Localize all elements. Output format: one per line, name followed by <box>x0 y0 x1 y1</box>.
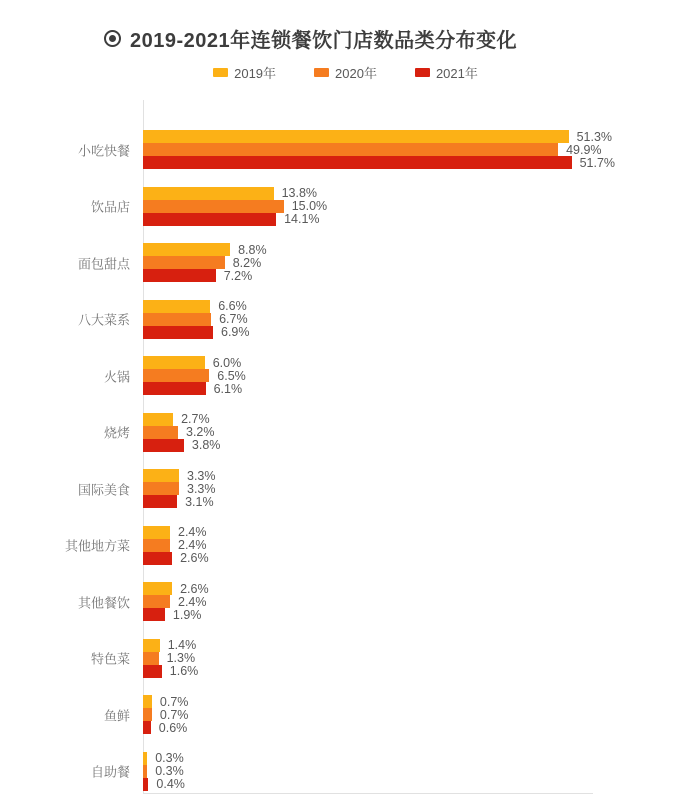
bar-2021年 <box>143 665 162 678</box>
x-axis-line <box>143 793 593 794</box>
value-label: 0.7% <box>159 694 189 709</box>
bar-2021年 <box>143 778 148 791</box>
bar-line <box>143 469 691 482</box>
bar-2020年 <box>143 595 170 608</box>
value-label: 14.1% <box>284 212 320 226</box>
bar-line <box>143 582 691 595</box>
chart-header <box>104 24 517 53</box>
bar-2020年 <box>143 708 152 721</box>
value-label: 6.5% <box>217 368 246 383</box>
bar-group <box>77 129 691 170</box>
category-label: 特色菜 <box>90 651 130 667</box>
bar-line <box>143 143 691 156</box>
bar-group <box>90 186 691 226</box>
value-label: 2.6% <box>180 551 209 565</box>
bar-2020年 <box>143 426 178 439</box>
value-label: 2.7% <box>181 412 210 426</box>
plot-area <box>64 100 691 794</box>
bullseye-icon <box>104 30 121 47</box>
value-label: 6.7% <box>219 312 248 326</box>
bar-group <box>77 299 691 339</box>
category-label: 小吃快餐 <box>77 143 130 158</box>
bar-2021年 <box>143 608 165 621</box>
bar-line <box>143 495 691 508</box>
legend-swatch-2021 <box>415 68 430 77</box>
category-label: 其他地方菜 <box>64 538 130 554</box>
bar-2020年 <box>143 539 170 552</box>
bar-group <box>77 581 691 622</box>
category-label: 其他餐饮 <box>77 595 130 610</box>
value-label: 2.4% <box>178 538 207 552</box>
category-label: 国际美食 <box>77 482 130 497</box>
bar-2021年 <box>143 213 276 226</box>
bar-2019年 <box>143 582 172 595</box>
value-label: 2.4% <box>178 525 207 539</box>
legend-item-2020 <box>314 63 377 82</box>
value-label: 1.4% <box>167 638 197 652</box>
bar-line <box>143 652 691 665</box>
category-label: 饮品店 <box>90 199 130 215</box>
category-label: 自助餐 <box>90 764 130 780</box>
value-label: 3.3% <box>187 481 216 496</box>
bar-2021年 <box>143 156 572 169</box>
bar-line <box>143 130 691 143</box>
value-label: 1.9% <box>172 607 202 622</box>
value-label: 6.0% <box>212 355 242 370</box>
bar-2021年 <box>143 269 216 282</box>
value-label: 8.8% <box>238 242 267 257</box>
bar-line <box>143 243 691 256</box>
value-label: 0.3% <box>155 751 184 765</box>
value-label: 49.9% <box>566 142 602 157</box>
category-label: 火锅 <box>103 369 130 384</box>
bar-line <box>143 765 691 778</box>
value-label: 6.9% <box>221 325 250 339</box>
bar-group <box>103 412 691 452</box>
bar-group <box>90 751 691 791</box>
bar-line <box>143 608 691 621</box>
bar-2019年 <box>143 639 160 652</box>
bar-2021年 <box>143 552 172 565</box>
value-label: 3.2% <box>186 425 215 439</box>
category-label: 八大菜系 <box>77 312 130 328</box>
bar-2021年 <box>143 382 206 395</box>
bar-line <box>143 156 691 169</box>
legend-label-2020: 2020年 <box>335 66 377 81</box>
bar-line <box>143 695 691 708</box>
bar-line <box>143 369 691 382</box>
bar-line <box>143 482 691 495</box>
bar-2019年 <box>143 243 230 256</box>
bar-line <box>143 382 691 395</box>
page-title: 2019-2021年连锁餐饮门店数品类分布变化 <box>130 30 518 52</box>
value-label: 0.7% <box>159 707 189 722</box>
category-label: 烧烤 <box>103 425 130 441</box>
value-label: 0.3% <box>155 764 184 778</box>
bar-line <box>143 778 691 791</box>
value-label: 3.1% <box>185 494 214 509</box>
bar-line <box>143 665 691 678</box>
legend <box>0 63 691 82</box>
bar-2019年 <box>143 187 274 200</box>
value-label: 51.3% <box>576 129 613 144</box>
legend-label-2019: 2019年 <box>234 66 277 81</box>
bar-line <box>143 256 691 269</box>
bar-2020年 <box>143 482 179 495</box>
bar-group <box>103 694 691 735</box>
bar-line <box>143 213 691 226</box>
bar-2019年 <box>143 130 569 143</box>
bar-line <box>143 439 691 452</box>
value-label: 6.1% <box>213 381 243 396</box>
bar-2019年 <box>143 695 152 708</box>
value-label: 3.3% <box>187 468 216 483</box>
value-label: 1.3% <box>166 651 196 665</box>
legend-item-2019 <box>213 63 276 82</box>
value-label: 13.8% <box>281 186 318 200</box>
legend-label-2021: 2021年 <box>435 66 478 81</box>
bar-group <box>77 468 691 509</box>
bar-2019年 <box>143 526 170 539</box>
value-label: 1.6% <box>169 664 199 678</box>
bar-2019年 <box>143 413 173 426</box>
bar-line <box>143 595 691 608</box>
bar-line <box>143 187 691 200</box>
bar-2021年 <box>143 326 213 339</box>
bar-group <box>103 355 691 396</box>
bar-2019年 <box>143 752 147 765</box>
bar-2020年 <box>143 765 147 778</box>
value-label: 2.6% <box>180 581 209 596</box>
bar-group <box>64 525 691 565</box>
bar-2020年 <box>143 200 284 213</box>
bar-2019年 <box>143 356 205 369</box>
bar-group <box>77 242 691 283</box>
value-label: 8.2% <box>232 255 262 270</box>
value-label: 3.8% <box>191 438 221 452</box>
bar-line <box>143 526 691 539</box>
category-label: 鱼鲜 <box>103 708 130 723</box>
bar-line <box>143 639 691 652</box>
bar-2019年 <box>143 300 210 313</box>
value-label: 51.7% <box>579 155 616 170</box>
bar-2021年 <box>143 439 184 452</box>
bar-2019年 <box>143 469 179 482</box>
bar-line <box>143 426 691 439</box>
bar-line <box>143 708 691 721</box>
value-label: 15.0% <box>291 199 328 213</box>
bar-line <box>143 721 691 734</box>
bar-line <box>143 752 691 765</box>
value-label: 7.2% <box>223 268 253 283</box>
bar-line <box>143 413 691 426</box>
bar-2020年 <box>143 256 225 269</box>
bar-line <box>143 539 691 552</box>
value-label: 6.6% <box>218 299 247 313</box>
bar-2021年 <box>143 721 151 734</box>
bullseye-dot <box>109 35 116 42</box>
value-label: 2.4% <box>178 594 207 609</box>
bar-2020年 <box>143 143 558 156</box>
value-label: 0.4% <box>156 777 185 791</box>
bar-groups <box>64 129 691 791</box>
value-label: 0.6% <box>158 720 188 735</box>
bar-line <box>143 269 691 282</box>
bar-line <box>143 326 691 339</box>
legend-swatch-2020 <box>314 68 329 77</box>
bar-2020年 <box>143 313 211 326</box>
category-label: 面包甜点 <box>77 256 130 271</box>
bar-line <box>143 200 691 213</box>
bar-line <box>143 552 691 565</box>
bar-line <box>143 313 691 326</box>
bar-line <box>143 356 691 369</box>
bar-2020年 <box>143 652 159 665</box>
bar-2021年 <box>143 495 177 508</box>
bar-2020年 <box>143 369 209 382</box>
bar-group <box>90 638 691 678</box>
legend-swatch-2019 <box>213 68 228 77</box>
bar-line <box>143 300 691 313</box>
legend-item-2021 <box>415 63 478 82</box>
